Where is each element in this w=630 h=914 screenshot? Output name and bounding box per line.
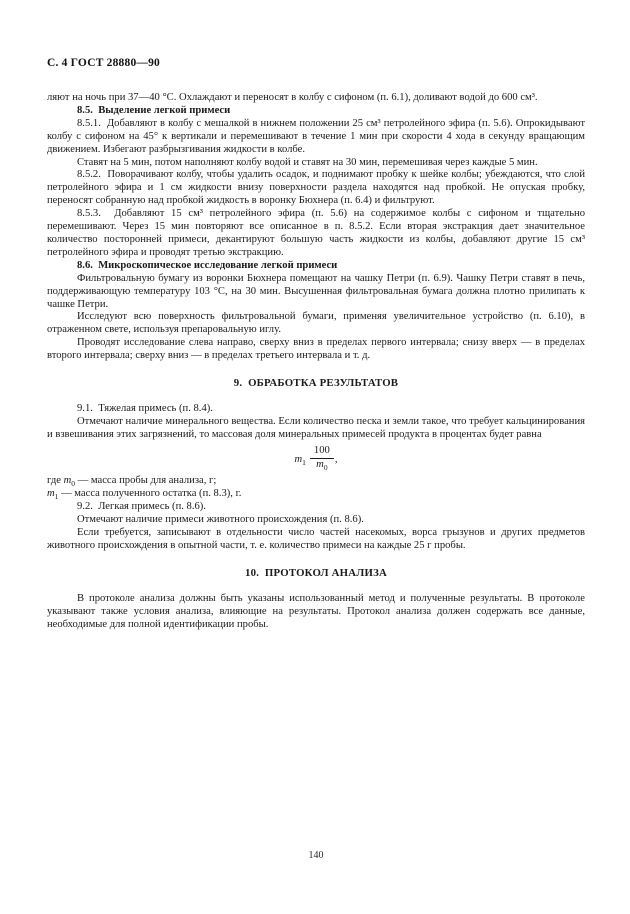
formula-coefficient-variable: m xyxy=(294,453,303,465)
formula-mineral-impurity xyxy=(47,445,585,474)
section-heading-10: 10. ПРОТОКОЛ АНАЛИЗА xyxy=(245,566,387,579)
paragraph-9-2: 9.2. Легкая примесь (п. 8.6). xyxy=(77,501,206,513)
paragraph-8-6-1: Фильтровальную бумагу из воронки Бюхнера помещают на чашку Петри (п. 6.9). Чашку Петри ставят в печь, поддерживающую температуру 103 °С, на 30 мин. Высушенная фильтровальная бумага должна плотно прилипать к чашке Петри. xyxy=(47,272,585,310)
paragraph-8-6-3: Проводят исследование слева направо, сверху вниз в пределах первого интервала; снизу вверх — в пределах второго интервала; сверху вниз — в пределах третьего интервала и т. д. xyxy=(47,337,585,362)
paragraph-8-5-1: 8.5.1. Добавляют в колбу с мешалкой в нижнем положении 25 см³ петролейного эфира (п. 5.6). Опрокидывают колбу с сифоном на 45° к вертикали и перемешивают в течение 1 мин при скорости 4 хода в секунду вращающим движением. Избегают разбрызгивания жидкости в колбе. xyxy=(47,117,585,155)
paragraph-9-2c: Если требуется, записывают в отдельности число частей насекомых, ворса грызунов и других предметов животного происхождения в опытной части, т. е. количество примеси на каждые 25 г пробы. xyxy=(47,527,585,551)
paragraph-9-1b: Отмечают наличие минерального вещества. Если количество песка и земли такое, что требует кальцинирования и взвешивания этих загрязнений, то массовая доля минеральных примесей продукта в процентах будет равна xyxy=(47,415,585,440)
subsection-heading-8-5: 8.5. Выделение легкой примеси xyxy=(77,104,231,116)
section-heading-9: 9. ОБРАБОТКА РЕЗУЛЬТАТОВ xyxy=(233,377,399,390)
formula-denominator: $m_0$ xyxy=(310,458,334,472)
subsection-heading-8-6: 8.6. Микроскопическое исследование легкой примеси xyxy=(77,259,338,271)
document-content-column xyxy=(47,57,585,632)
document-body xyxy=(47,92,585,632)
formula-numerator: 100 xyxy=(313,444,330,456)
page-number: 140 xyxy=(308,850,324,861)
formula-suffix: , xyxy=(334,453,338,465)
paragraph-8-5-3: 8.5.3. Добавляют 15 см³ петролейного эфира (п. 5.6) на содержимое колбы с сифоном и тщательно перемешивают. Через 15 мин повторяют все описанное в п. 8.5.2. Если вторая экстракция дает значительное количество посторонней примеси, декантируют большую часть жидкости из колбы, добавляют другие 15 см³ петролейного эфира и проводят третью экстракцию. xyxy=(47,208,585,258)
formula-coefficient-subscript: 1 xyxy=(302,457,306,467)
paragraph-10: В протоколе анализа должны быть указаны использованный метод и полученные результаты. В протоколе указывают также условия анализа, влияющие на результаты. Протокол анализа должен содержать все данные, необходимые для полной идентификации пробы. xyxy=(47,592,585,630)
paragraph-9-2b: Отмечают наличие примеси животного происхождения (п. 8.6). xyxy=(77,514,364,526)
formula-fraction xyxy=(310,445,334,472)
formula-where-m1: $m_1$ — масса полученного остатка (п. 8.3), г. xyxy=(47,488,242,502)
paragraph-intro-continuation: ляют на ночь при 37—40 °С. Охлаждают и переносят в колбу с сифоном (п. 6.1), доливают водой до 600 см³. xyxy=(47,92,538,103)
paragraph-8-5-2: 8.5.2. Поворачивают колбу, чтобы удалить осадок, и поднимают пробку к шейке колбы; убеждаются, что слой петролейного эфира и 1 см жидкости внизу поверхности раздела находятся над пробкой. Не опуская пробку, переносят собранную над пробкой жидкость в воронку Бюхнера (п. 6.4) и фильтруют. xyxy=(47,169,585,207)
paragraph-8-5-1b: Ставят на 5 мин, потом наполняют колбу водой и ставят на 30 мин, перемешивая через каждые 5 мин. xyxy=(77,156,538,168)
formula-where-m0: где $m_0$ — масса пробы для анализа, г; xyxy=(47,475,217,489)
paragraph-8-6-2: Исследуют всю поверхность фильтровальной бумаги, применяя увеличительное устройство (п. 6.10), в отраженном свете, используя препаровальную иглу. xyxy=(47,311,585,336)
paragraph-9-1: 9.1. Тяжелая примесь (п. 8.4). xyxy=(77,402,213,414)
running-header: С. 4 ГОСТ 28880—90 xyxy=(47,57,160,69)
